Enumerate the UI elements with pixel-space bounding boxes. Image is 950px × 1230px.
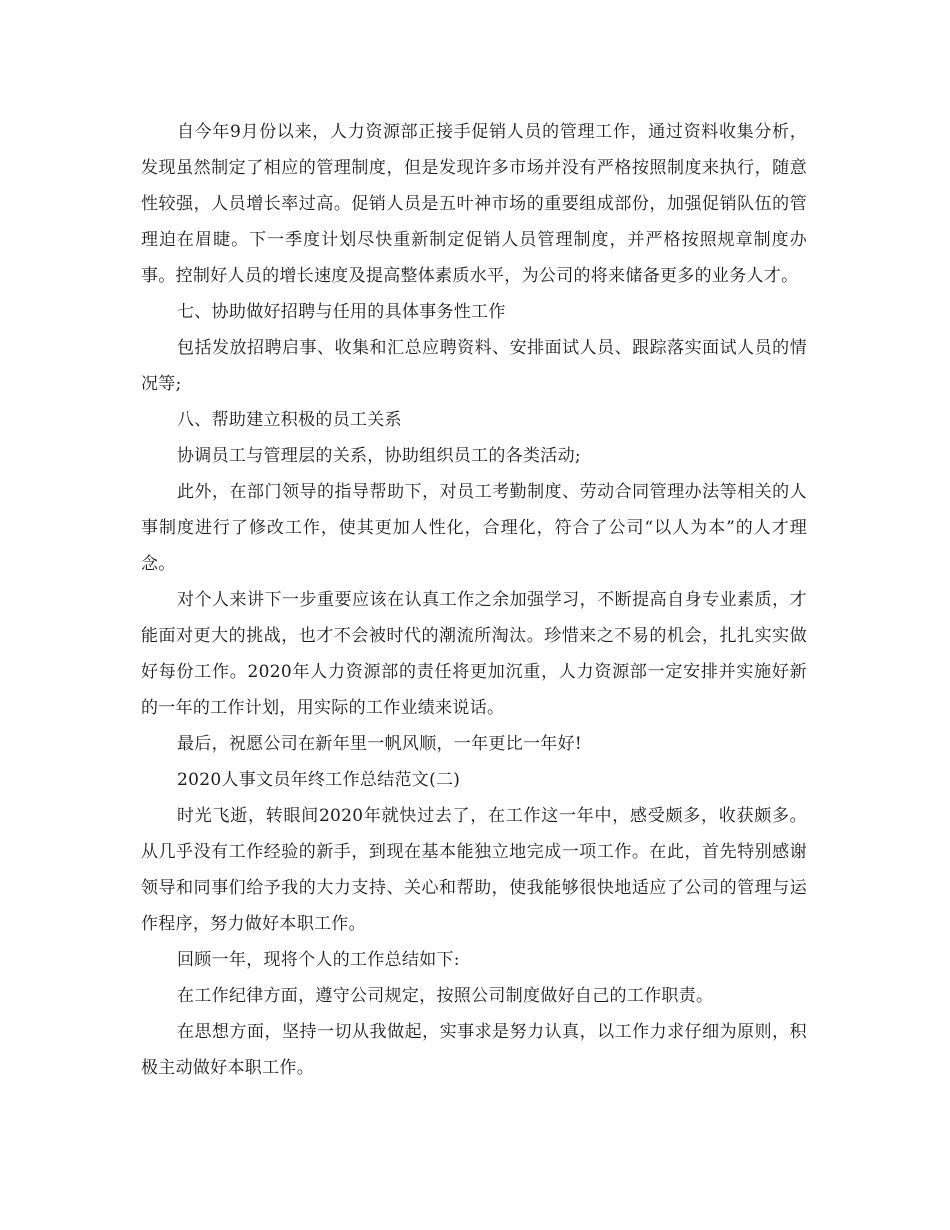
paragraph-employee-relations: 协调员工与管理层的关系，协助组织员工的各类活动; xyxy=(177,446,581,466)
paragraph-wishes: 最后，祝愿公司在新年里一帆风顺，一年更比一年好! xyxy=(177,734,583,754)
heading-employee-relations: 八、帮助建立积极的员工关系 xyxy=(177,410,402,430)
paragraph-summary-intro: 回顾一年，现将个人的工作总结如下: xyxy=(177,950,460,970)
section-title-part-two: 2020人事文员年终工作总结范文(二) xyxy=(177,770,461,790)
paragraph-work-discipline: 在工作纪律方面，遵守公司规定，按照公司制度做好自己的工作职责。 xyxy=(177,986,714,1006)
paragraph-hr-policy: 此外，在部门领导的指导帮助下，对员工考勤制度、劳动合同管理办法等相关的人事制度进行了修改工作，使其更加人性化，合理化，符合了公司“以人为本”的人才理念。 xyxy=(141,482,807,574)
paragraph-year-review: 时光飞逝，转眼间2020年就快过去了，在工作这一年中，感受颇多，收获颇多。从几乎没有工作经验的新手，到现在基本能独立地完成一项工作。在此，首先特别感谢领导和同事们给予我的大力支持、关心和帮助，使我能够很快地适应了公司的管理与运作程序，努力做好本职工作。 xyxy=(141,806,807,934)
document-body xyxy=(141,114,807,1086)
paragraph-promotion-staff: 自今年9月份以来，人力资源部正接手促销人员的管理工作，通过资料收集分析，发现虽然制定了相应的管理制度，但是发现许多市场并没有严格按照制度来执行，随意性较强，人员增长率过高。促销人员是五叶神市场的重要组成部份，加强促销队伍的管理迫在眉睫。下一季度计划尽快重新制定促销人员管理制度，并严格按照规章制度办事。控制好人员的增长速度及提高整体素质水平，为公司的将来储备更多的业务人才。 xyxy=(141,122,807,286)
heading-recruitment: 七、协助做好招聘与任用的具体事务性工作 xyxy=(177,302,506,322)
paragraph-recruitment: 包括发放招聘启事、收集和汇总应聘资料、安排面试人员、跟踪落实面试人员的情况等; xyxy=(141,338,807,394)
paragraph-attitude: 在思想方面，坚持一切从我做起，实事求是努力认真，以工作力求仔细为原则，积极主动做好本职工作。 xyxy=(141,1022,807,1078)
paragraph-personal-plan: 对个人来讲下一步重要应该在认真工作之余加强学习，不断提高自身专业素质，才能面对更大的挑战，也才不会被时代的潮流所淘汰。珍惜来之不易的机会，扎扎实实做好每份工作。2020年人力资源部的责任将更加沉重，人力资源部一定安排并实施好新的一年的工作计划，用实际的工作业绩来说话。 xyxy=(141,590,807,718)
